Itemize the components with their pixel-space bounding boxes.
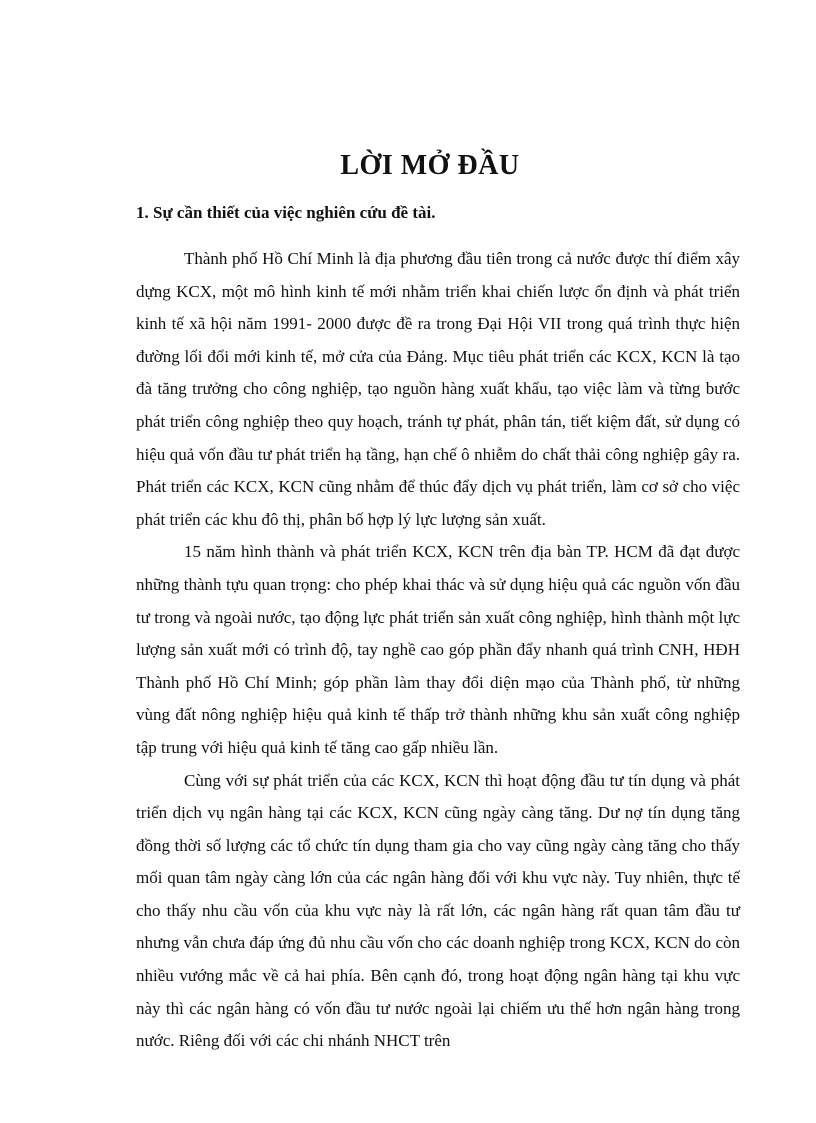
paragraph-1: Thành phố Hồ Chí Minh là địa phương đầu tiên trong cả nước được thí điểm xây dựng KCX, một mô hình kinh tế mới nhằm triển khai chiến lược ổn định và phát triển kinh tế xã hội năm 1991- 2000 được đề ra trong Đại Hội VII trong quá trình thực hiện đường lối đổi mới kinh tế, mở cửa của Đảng. Mục tiêu phát triển các KCX, KCN là tạo đà tăng trưởng cho công nghiệp, tạo nguồn hàng xuất khẩu, tạo việc làm và từng bước phát triển công nghiệp theo quy hoạch, tránh tự phát, phân tán, tiết kiệm đất, sử dụng có hiệu quả vốn đầu tư phát triển hạ tầng, hạn chế ô nhiễm do chất thải công nghiệp gây ra. Phát triển các KCX, KCN cũng nhằm để thúc đẩy dịch vụ phát triển, làm cơ sở cho việc phát triển các khu đô thị, phân bố hợp lý lực lượng sản xuất.	[136, 249, 740, 529]
section-heading: 1. Sự cần thiết của việc nghiên cứu đề tài.	[136, 203, 436, 222]
page-title: LỜI MỞ ĐẦU	[340, 150, 520, 181]
paragraph-2: 15 năm hình thành và phát triển KCX, KCN trên địa bàn TP. HCM đã đạt được những thành tựu quan trọng: cho phép khai thác và sử dụng hiệu quả các nguồn vốn đầu tư trong và ngoài nước, tạo động lực phát triển sản xuất công nghiệp, hình thành một lực lượng sản xuất mới có trình độ, tay nghề cao góp phần đẩy nhanh quá trình CNH, HĐH Thành phố Hồ Chí Minh; góp phần làm thay đổi diện mạo của Thành phố, từ những vùng đất nông nghiệp hiệu quả kinh tế thấp trở thành những khu sản xuất công nghiệp tập trung với hiệu quả kinh tế tăng cao gấp nhiều lần.	[136, 542, 740, 757]
paragraph-3: Cùng với sự phát triển của các KCX, KCN thì hoạt động đầu tư tín dụng và phát triển dịch vụ ngân hàng tại các KCX, KCN cũng ngày càng tăng. Dư nợ tín dụng tăng đồng thời số lượng các tổ chức tín dụng tham gia cho vay cũng ngày càng tăng cho thấy mối quan tâm ngày càng lớn của các ngân hàng đối với khu vực này. Tuy nhiên, thực tế cho thấy nhu cầu vốn của khu vực này là rất lớn, các ngân hàng rất quan tâm đầu tư nhưng vẫn chưa đáp ứng đủ nhu cầu vốn cho các doanh nghiệp trong KCX, KCN do còn nhiều vướng mắc về cả hai phía. Bên cạnh đó, trong hoạt động ngân hàng tại khu vực này thì các ngân hàng có vốn đầu tư nước ngoài lại chiếm ưu thế hơn ngân hàng trong nước. Riêng đối với các chi nhánh NHCT trên	[136, 770, 740, 1051]
body-text	[136, 243, 740, 1058]
